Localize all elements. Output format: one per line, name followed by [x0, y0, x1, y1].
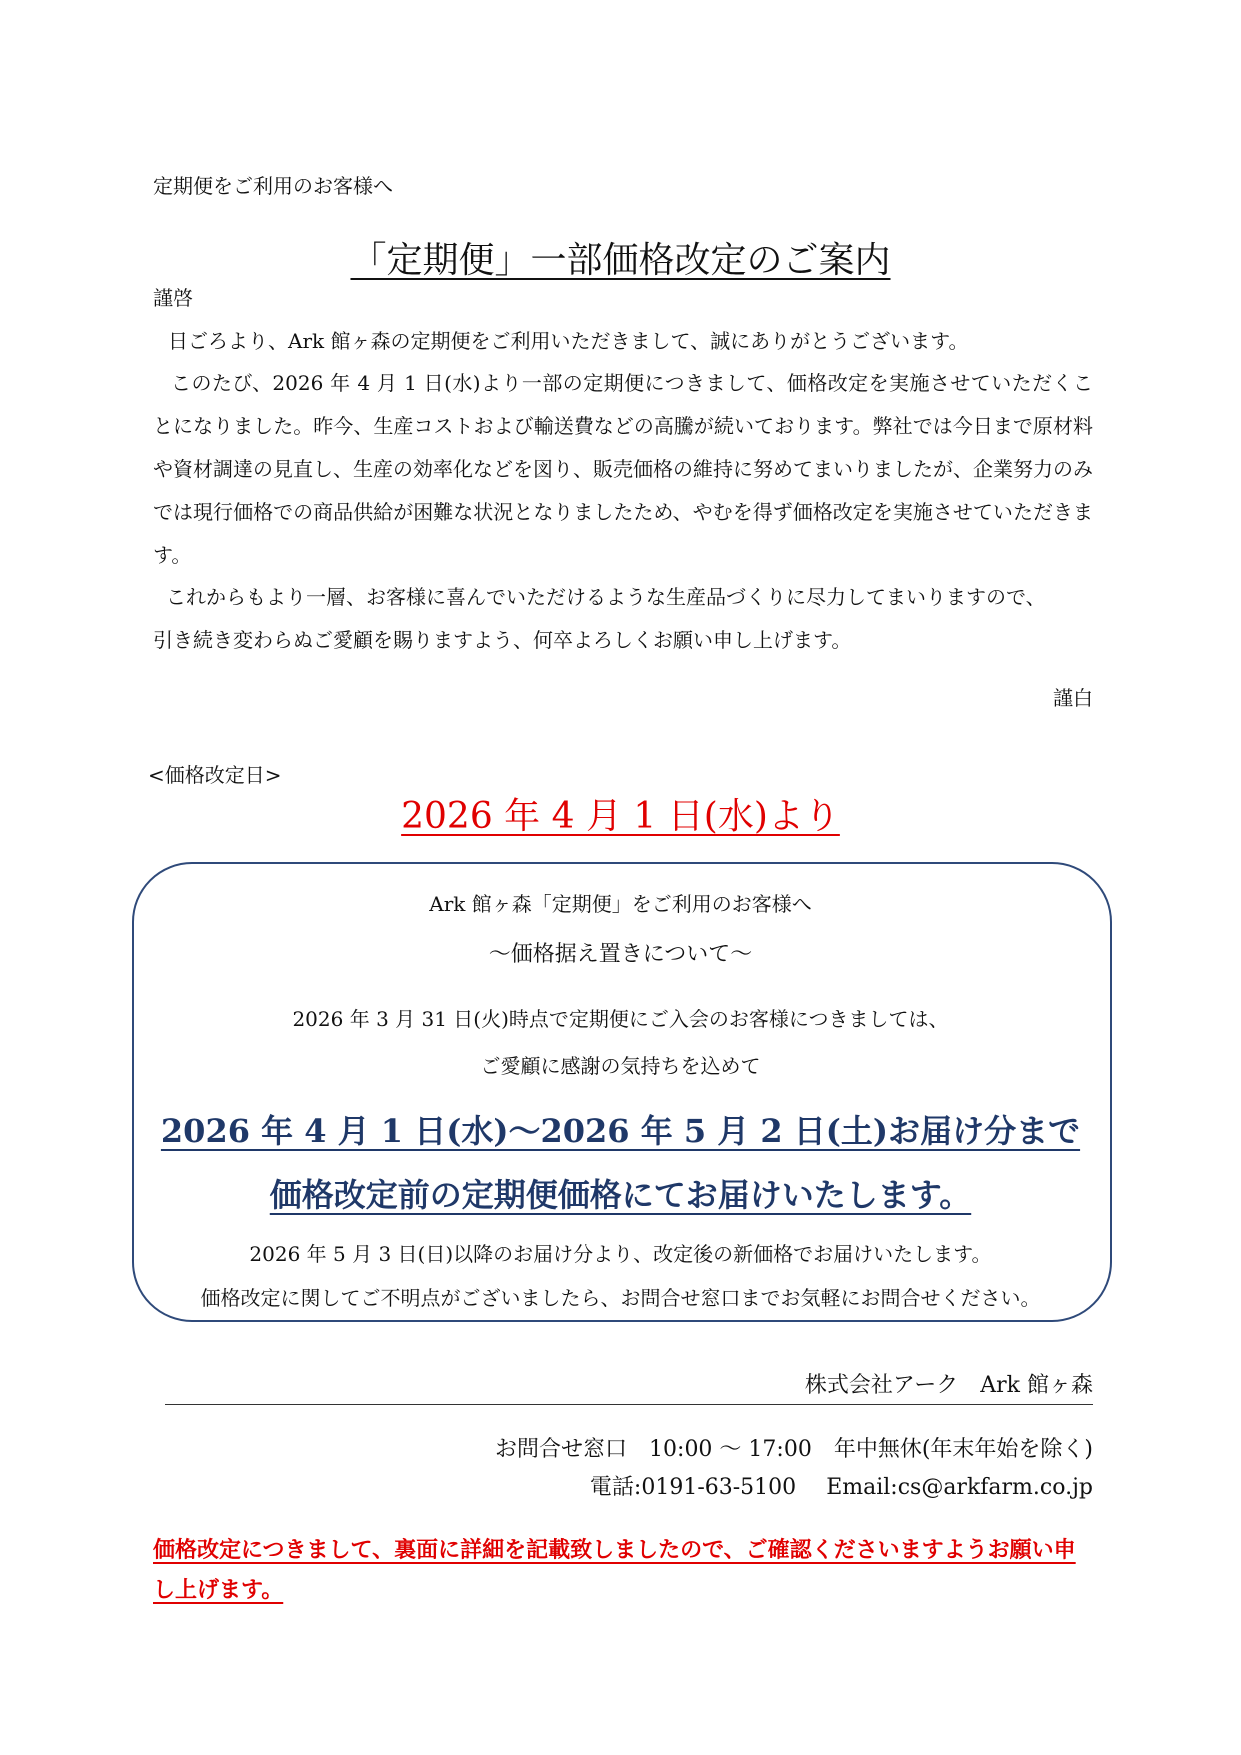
box-gratitude: ご愛顧に感謝の気持ちを込めて [480, 1054, 761, 1078]
opening-greeting: 謹啓 [153, 286, 193, 310]
box-highlight-period: 2026 年 4 月 1 日(水)～2026 年 5 月 2 日(土)お届け分まで [160, 1112, 1081, 1150]
contact-details [590, 1470, 1093, 1501]
paragraph-request-line1: これからもより一層、お客様に喜んでいただけるような生産品づくりに尽力してまいりますので、 [166, 585, 1046, 609]
box-addressee: Ark 館ヶ森「定期便」をご利用のお客様へ [429, 892, 812, 916]
page-title: 「定期便」一部価格改定のご案内 [350, 240, 891, 281]
box-contact-note: 価格改定に関してご不明点がございましたら、お問合せ窓口までお気軽にお問合せください。 [200, 1286, 1041, 1310]
salutation: 定期便をご利用のお客様へ [153, 174, 393, 198]
contact-hours: お問合せ窓口 10:00 ～ 17:00 年中無休(年末年始を除く) [495, 1437, 1093, 1462]
contact-phone: 電話:0191-63-5100 [589, 1475, 797, 1500]
divider [165, 1404, 1093, 1405]
paragraph-announcement: このたび、2026 年 4 月 1 日(水)より一部の定期便につきまして、価格改定を実施させていただくことになりました。昨今、生産コストおよび輸送費などの高騰が続いております。弊社では今日まで原材料や資材調達の見直し、生産の効率化などを図り、販売価格の維持に努めてまいりましたが、企業努力のみでは現行価格での商品供給が困難な状況となりましたため、やむを得ず価格改定を実施させていただきます。 [153, 371, 1093, 567]
box-highlight-price: 価格改定前の定期便価格にてお届けいたします。 [269, 1176, 972, 1214]
paragraph-request [153, 576, 1093, 662]
closing-phrase: 謹白 [1053, 686, 1093, 710]
revision-date-label: <価格改定日> [148, 763, 282, 787]
box-eligibility: 2026 年 3 月 31 日(火)時点で定期便にご入会のお客様につきましては、 [292, 1007, 949, 1031]
back-side-notice: 価格改定につきまして、裏面に詳細を記載致しましたので、ご確認くださいますようお願い申し上げます。 [153, 1537, 1076, 1603]
paragraph-request-line2: 引き続き変わらぬご愛顧を賜りますよう、何卒よろしくお願い申し上げます。 [153, 628, 852, 652]
revision-date: 2026 年 4 月 1 日(水)より [401, 796, 840, 837]
box-heading: ～価格据え置きについて～ [488, 942, 753, 967]
box-new-price-note: 2026 年 5 月 3 日(日)以降のお届け分より、改定後の新価格でお届けいたします。 [249, 1242, 992, 1266]
contact-email: Email:cs@arkfarm.co.jp [826, 1475, 1093, 1500]
paragraph-gratitude: 日ごろより、Ark 館ヶ森の定期便をご利用いただきまして、誠にありがとうございます。 [168, 329, 969, 353]
company-name: 株式会社アーク Ark 館ヶ森 [804, 1373, 1093, 1398]
